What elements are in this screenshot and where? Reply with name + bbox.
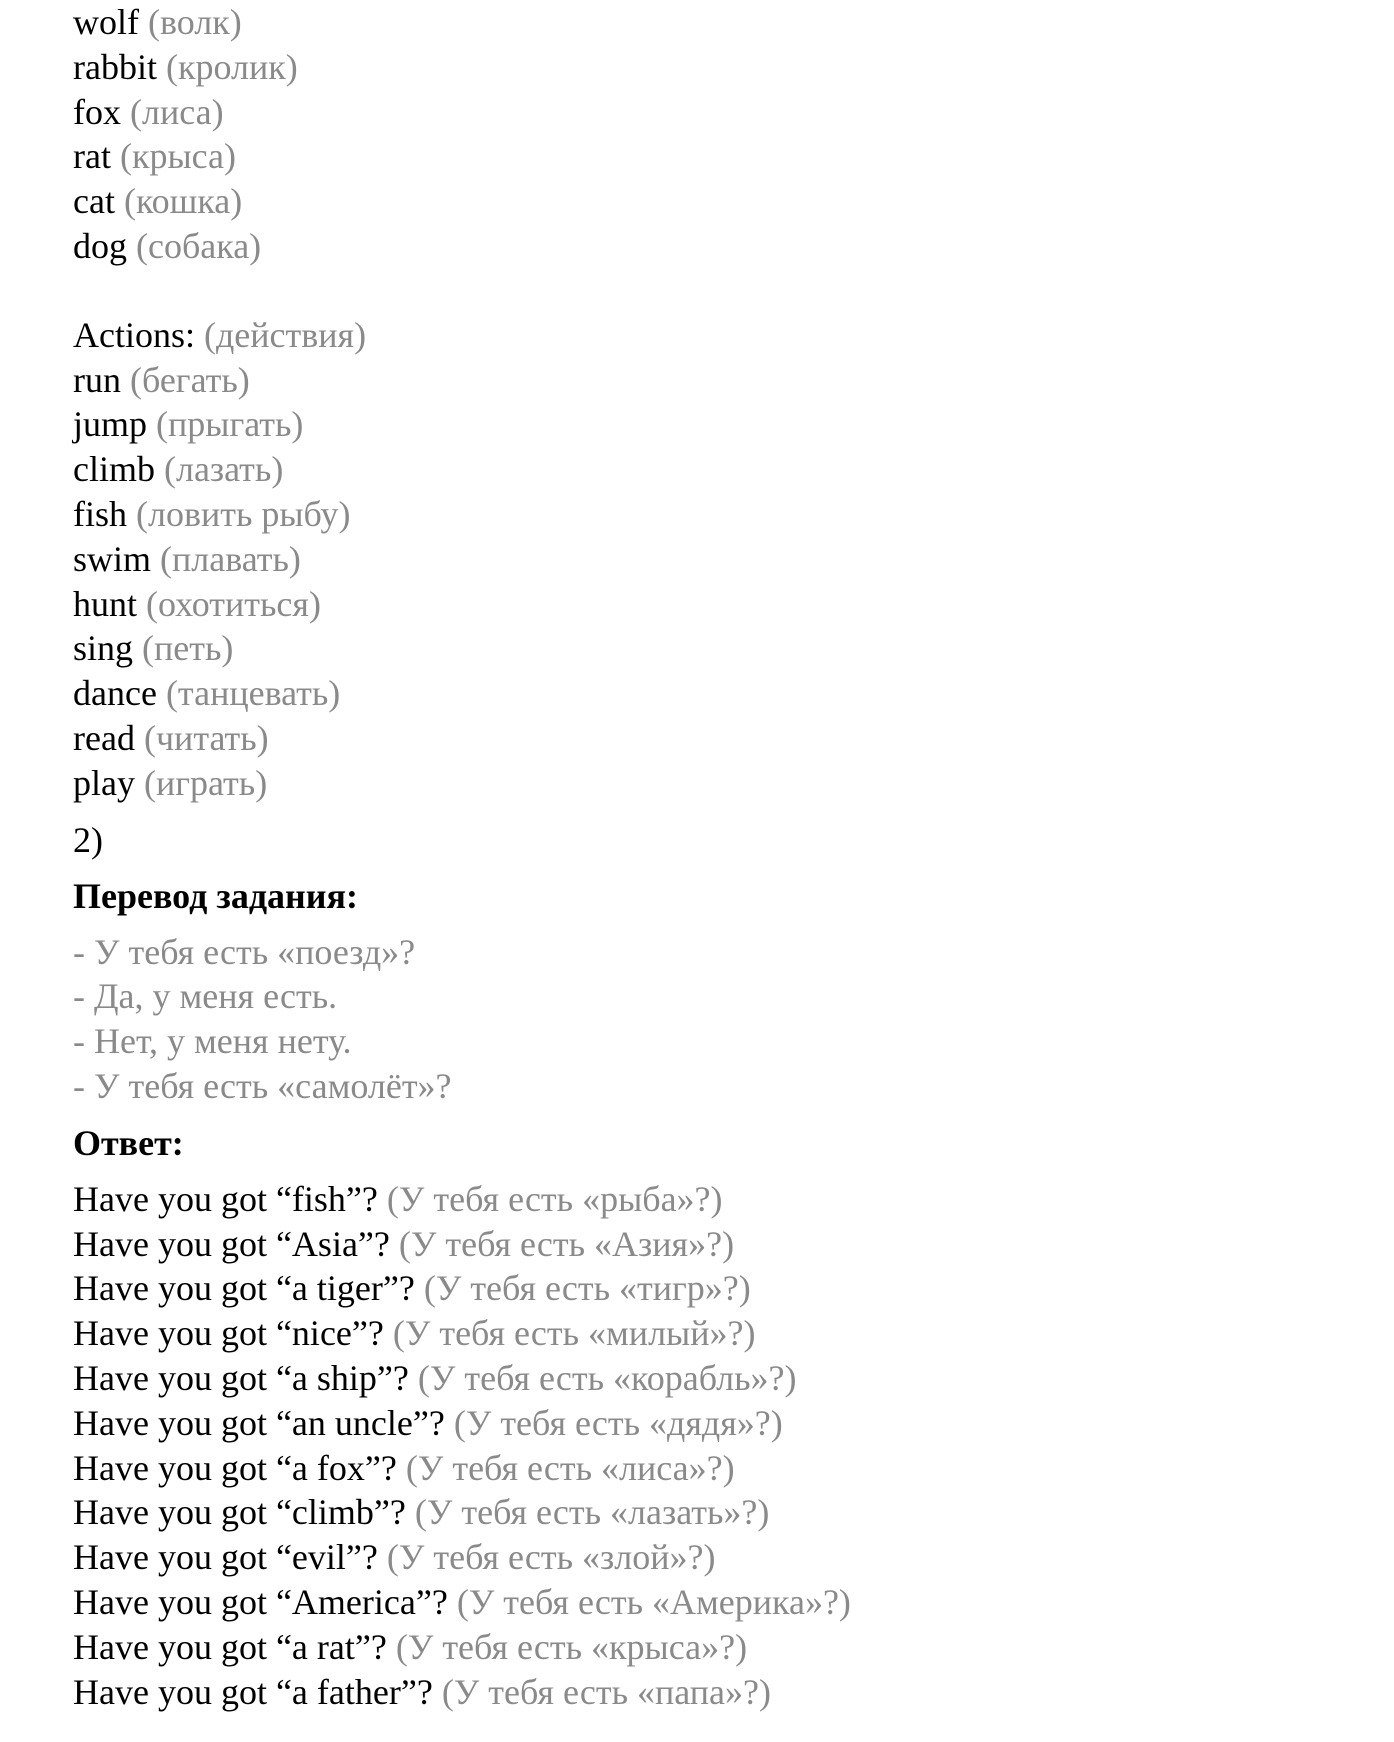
answer-translation: (У тебя есть «дядя»?) [453, 1402, 783, 1443]
vocab-translation: (кошка) [123, 181, 243, 222]
task-translation-line: - Да, у меня есть. [73, 976, 338, 1017]
animals-list [73, 0, 1394, 269]
answer-question: Have you got “a fox”? [73, 1447, 397, 1488]
answer-question: Have you got “a ship”? [73, 1357, 409, 1398]
vocab-translation: (кролик) [165, 46, 298, 87]
vocab-word: jump [73, 404, 148, 445]
spacer [73, 269, 1394, 313]
answer-question: Have you got “Asia”? [73, 1223, 390, 1264]
answer-translation: (У тебя есть «Америка»?) [456, 1581, 851, 1622]
vocab-word: dog [73, 225, 127, 266]
task-translation-line: - У тебя есть «поезд»? [73, 931, 416, 972]
answer-translation: (У тебя есть «злой»?) [386, 1537, 716, 1578]
answer-question: Have you got “fish”? [73, 1178, 378, 1219]
vocab-word: cat [73, 181, 115, 222]
vocab-line [73, 90, 1394, 135]
answer-line [73, 1356, 1394, 1401]
vocab-word: play [73, 762, 135, 803]
answer-translation: (У тебя есть «папа»?) [441, 1671, 771, 1712]
vocab-line [73, 582, 1394, 627]
spacer [73, 1109, 1394, 1121]
answer-translation: (У тебя есть «лиса»?) [405, 1447, 735, 1488]
answer-line [73, 1580, 1394, 1625]
vocab-line [73, 358, 1394, 403]
vocab-word: fish [73, 493, 127, 534]
document-page [73, 0, 1394, 1714]
answer-line [73, 1266, 1394, 1311]
answer-question: Have you got “America”? [73, 1581, 448, 1622]
vocab-line [73, 671, 1394, 716]
vocab-line [73, 45, 1394, 90]
answer-line [73, 1446, 1394, 1491]
task-translation-line: - У тебя есть «самолёт»? [73, 1065, 452, 1106]
answer-question: Have you got “climb”? [73, 1492, 406, 1533]
answer-line [73, 1222, 1394, 1267]
answer-line [73, 1490, 1394, 1535]
answer-translation: (У тебя есть «рыба»?) [386, 1178, 723, 1219]
vocab-translation: (лиса) [130, 91, 224, 132]
answer-question: Have you got “evil”? [73, 1537, 378, 1578]
vocab-word: climb [73, 449, 155, 490]
vocab-translation: (лазать) [163, 449, 284, 490]
answer-line [73, 1311, 1394, 1356]
answer-translation: (У тебя есть «милый»?) [392, 1313, 756, 1354]
vocab-translation: (ловить рыбу) [136, 493, 351, 534]
vocab-word: rabbit [73, 46, 157, 87]
task-translation-line: - Нет, у меня нету. [73, 1021, 352, 1062]
answer-line [73, 1177, 1394, 1222]
answer-translation: (У тебя есть «корабль»?) [417, 1357, 797, 1398]
vocab-translation: (бегать) [130, 359, 250, 400]
spacer [73, 862, 1394, 874]
vocab-translation: (крыса) [119, 136, 237, 177]
answer-translation: (У тебя есть «Азия»?) [398, 1223, 735, 1264]
vocab-line [73, 134, 1394, 179]
spacer [73, 1165, 1394, 1177]
answer-question: Have you got “nice”? [73, 1313, 384, 1354]
vocab-word: wolf [73, 2, 139, 42]
vocab-word: swim [73, 538, 152, 579]
vocab-line [73, 0, 1394, 45]
answer-question: Have you got “a rat”? [73, 1626, 387, 1667]
answer-translation: (У тебя есть «тигр»?) [423, 1268, 751, 1309]
task-translation-heading: Перевод задания: [73, 875, 358, 916]
vocab-line [73, 716, 1394, 761]
answer-line [73, 1670, 1394, 1715]
vocab-line [73, 492, 1394, 537]
vocab-line [73, 447, 1394, 492]
answer-translation: (У тебя есть «крыса»?) [395, 1626, 748, 1667]
vocab-translation: (собака) [136, 225, 262, 266]
vocab-line [73, 402, 1394, 447]
vocab-translation: (охотиться) [146, 583, 321, 624]
answer-line [73, 1401, 1394, 1446]
vocab-line [73, 761, 1394, 806]
vocab-translation: (играть) [143, 762, 268, 803]
task-number: 2) [73, 819, 103, 860]
actions-header [73, 313, 1394, 358]
vocab-translation: (читать) [143, 717, 269, 758]
vocab-translation: (плавать) [160, 538, 301, 579]
answer-line [73, 1625, 1394, 1670]
vocab-word: hunt [73, 583, 138, 624]
actions-list [73, 313, 1394, 806]
task-translation [73, 930, 1394, 1109]
answer-heading: Ответ: [73, 1122, 184, 1163]
vocab-line [73, 537, 1394, 582]
vocab-translation: (петь) [142, 628, 234, 669]
vocab-word: fox [73, 91, 121, 132]
vocab-translation: (танцевать) [165, 673, 341, 714]
spacer [73, 806, 1394, 818]
actions-header-label: Actions: [73, 314, 195, 355]
vocab-line [73, 179, 1394, 224]
vocab-word: run [73, 359, 121, 400]
answer-question: Have you got “a father”? [73, 1671, 433, 1712]
vocab-word: read [73, 717, 135, 758]
vocab-word: rat [73, 136, 111, 177]
answer-question: Have you got “an uncle”? [73, 1402, 445, 1443]
answer-question: Have you got “a tiger”? [73, 1268, 415, 1309]
vocab-word: sing [73, 628, 134, 669]
answers-list [73, 1177, 1394, 1715]
vocab-translation: (прыгать) [156, 404, 304, 445]
answer-line [73, 1535, 1394, 1580]
vocab-word: dance [73, 673, 157, 714]
answer-translation: (У тебя есть «лазать»?) [414, 1492, 770, 1533]
actions-header-translation: (действия) [204, 314, 367, 355]
spacer [73, 918, 1394, 930]
vocab-translation: (волк) [148, 2, 242, 42]
vocab-line [73, 626, 1394, 671]
vocab-line [73, 224, 1394, 269]
